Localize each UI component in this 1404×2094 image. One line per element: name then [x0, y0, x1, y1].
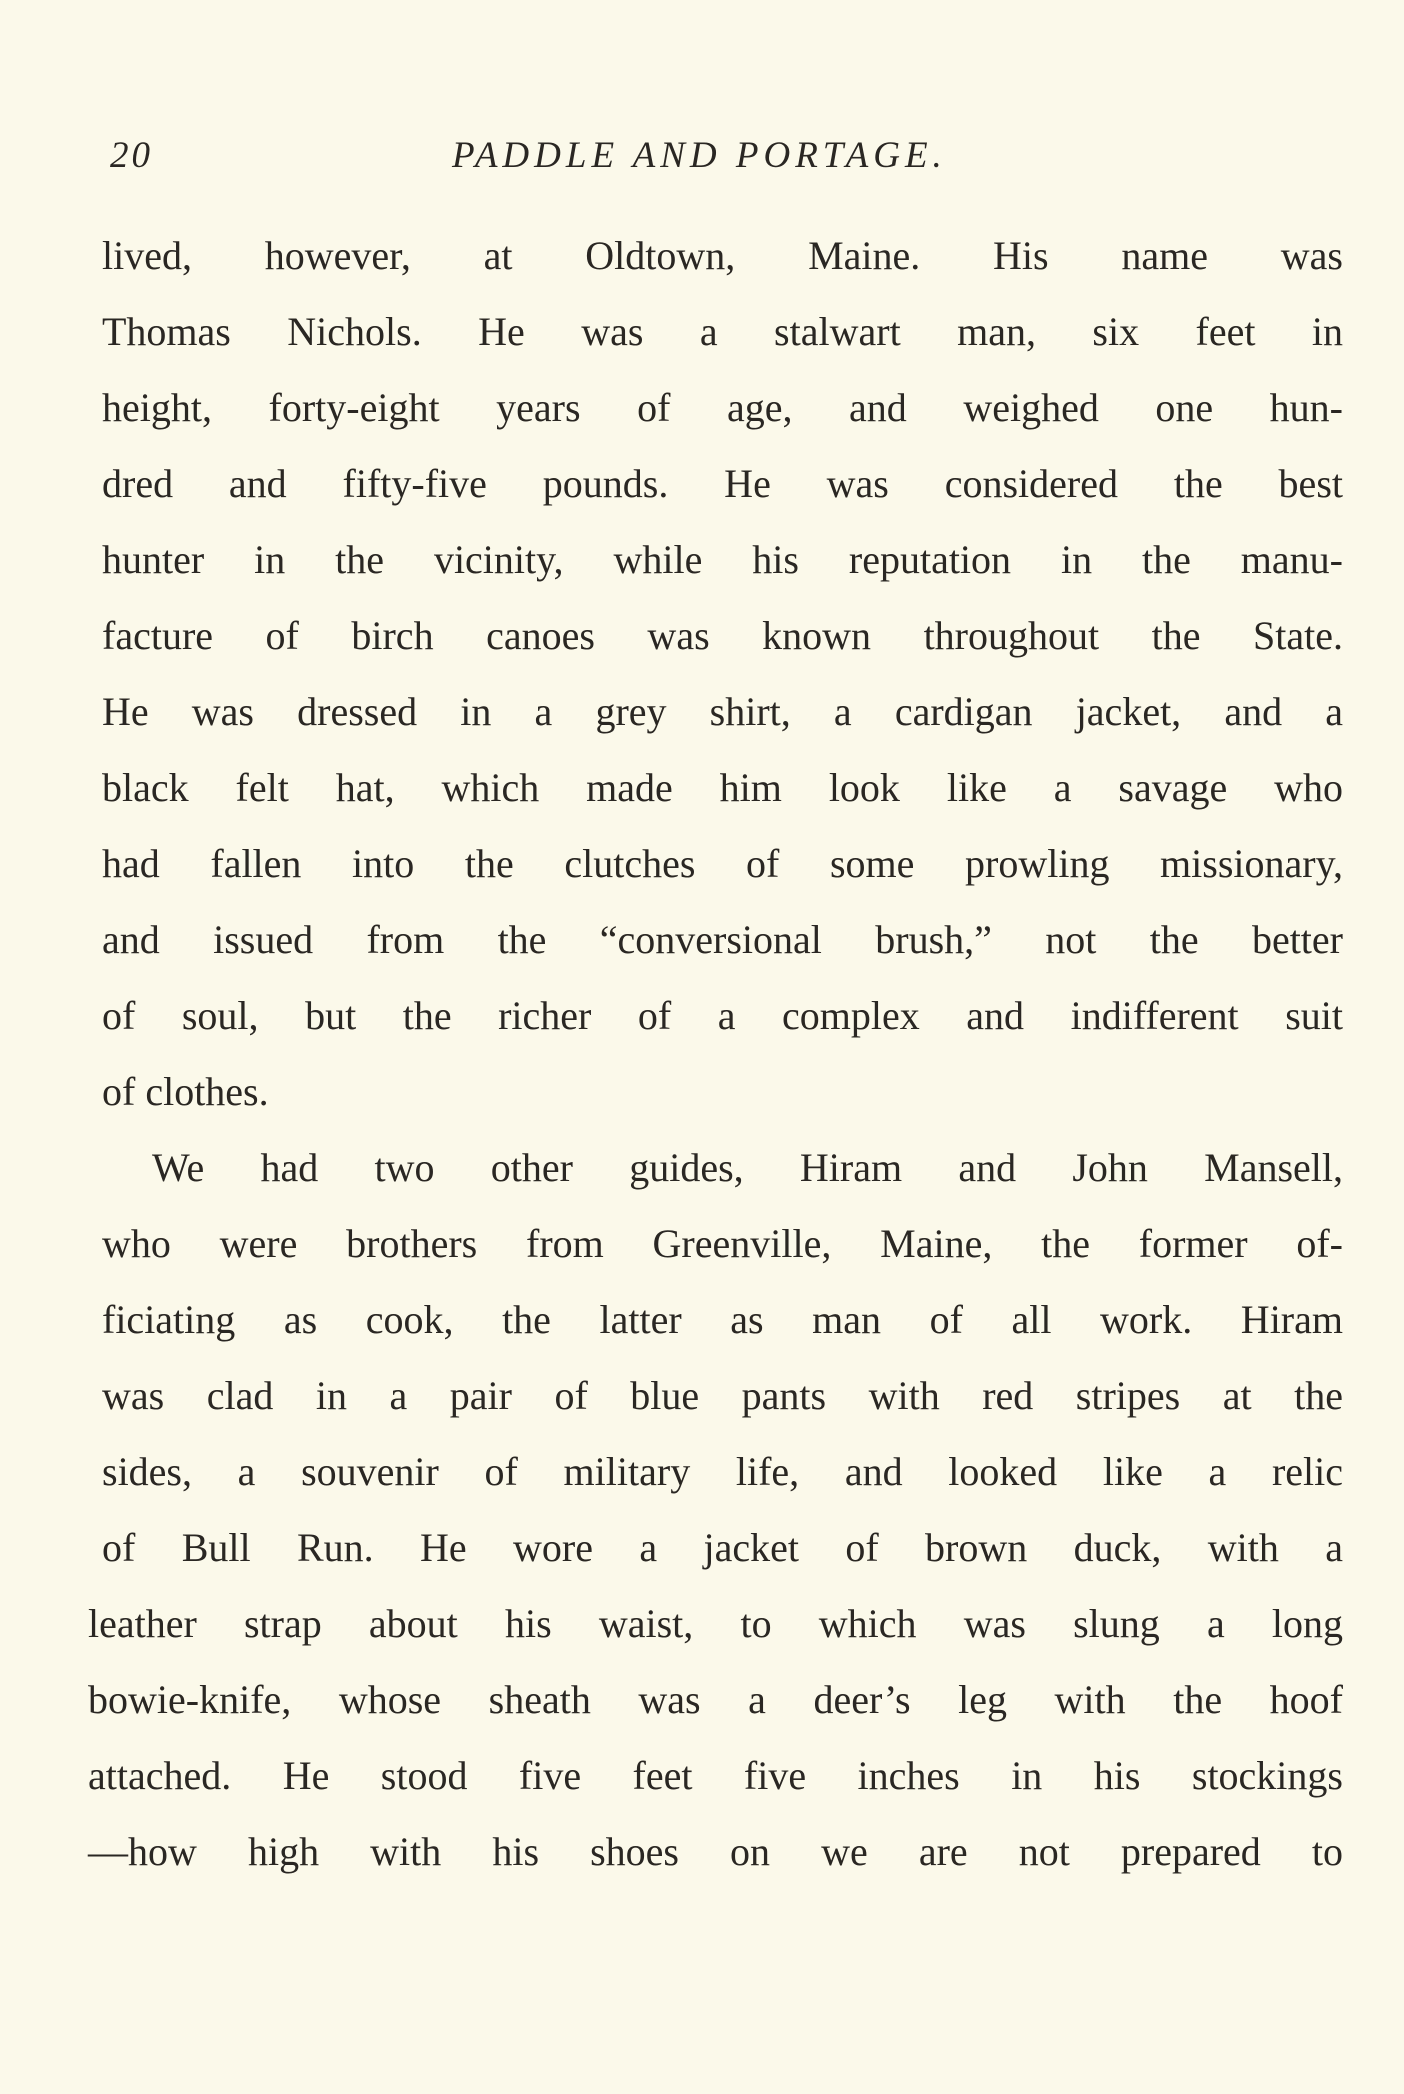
book-title: PADDLE AND PORTAGE. [452, 135, 947, 176]
text-line: facture of birch canoes was known throughout the State. [102, 613, 1343, 658]
text-line: attached. He stood five feet five inches in his stockings [88, 1753, 1343, 1798]
text-line: sides, a souvenir of military life, and looked like a relic [102, 1449, 1343, 1494]
text-line: leather strap about his waist, to which was slung a long [88, 1601, 1343, 1646]
running-head [0, 134, 1404, 194]
text-line: —how high with his shoes on we are not prepared to [88, 1829, 1343, 1874]
text-line: height, forty-eight years of age, and weighed one hun- [102, 385, 1343, 430]
text-line: who were brothers from Greenville, Maine, the former of- [102, 1221, 1343, 1266]
page-number: 20 [110, 135, 153, 176]
text-line: dred and fifty-five pounds. He was considered the best [102, 461, 1343, 506]
text-line: ficiating as cook, the latter as man of all work. Hiram [102, 1297, 1343, 1342]
text-line: bowie-knife, whose sheath was a deer’s leg with the hoof [88, 1677, 1343, 1722]
text-line: of Bull Run. He wore a jacket of brown duck, with a [102, 1525, 1343, 1570]
text-line: We had two other guides, Hiram and John Mansell, [152, 1145, 1343, 1190]
text-line: was clad in a pair of blue pants with red stripes at the [102, 1373, 1343, 1418]
text-line: He was dressed in a grey shirt, a cardigan jacket, and a [102, 689, 1343, 734]
text-line: lived, however, at Oldtown, Maine. His name was [102, 233, 1343, 278]
text-line: and issued from the “conversional brush,” not the better [102, 917, 1343, 962]
text-line: Thomas Nichols. He was a stalwart man, six feet in [102, 309, 1343, 354]
text-line: black felt hat, which made him look like a savage who [102, 765, 1343, 810]
text-line: of clothes. [102, 1069, 269, 1114]
text-line: hunter in the vicinity, while his reputation in the manu- [102, 537, 1343, 582]
text-line: of soul, but the richer of a complex and indifferent suit [102, 993, 1343, 1038]
text-line: had fallen into the clutches of some prowling missionary, [102, 841, 1343, 886]
